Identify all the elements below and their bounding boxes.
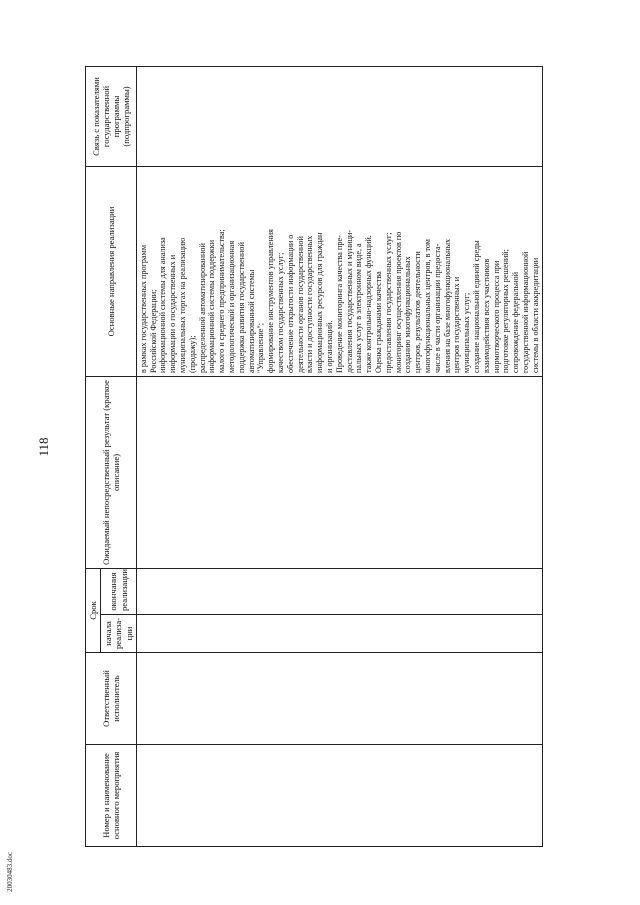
header-expected-result: Ожидаемый непосредственный результат (краткое описание): [86, 376, 137, 568]
implementation-line: "Управление";: [256, 322, 266, 373]
implementation-line: автоматизированной системы: [246, 269, 256, 373]
implementation-line: мониторинг осуществления проектов по: [393, 231, 403, 373]
implementation-line: Оценка гражданами качества: [373, 271, 383, 373]
implementation-line: малого и среднего предпринимательства;: [217, 229, 227, 373]
implementation-line: созданию многофункциональных: [403, 256, 413, 373]
implementation-line: Российской Федерации;: [148, 289, 158, 373]
implementation-line: власти и доступности государственных: [305, 235, 315, 373]
implementation-line: формирование инструментов управления: [266, 229, 276, 373]
implementation-line: качеством государственных услуг;: [275, 252, 285, 373]
table-row: [136, 66, 543, 846]
header-implementation-directions: Основные направления реализации: [86, 166, 137, 376]
cell-program-indicators-link: [136, 66, 543, 166]
implementation-line: сопровождение федеральной: [511, 271, 521, 373]
implementation-line: и организаций.: [324, 320, 334, 373]
implementation-line: Проведение мониторинга качества пре-: [334, 235, 344, 373]
implementation-line: вления на базе многофункциональных: [442, 238, 452, 373]
implementation-line: нормотворческого процесса при: [491, 260, 501, 373]
implementation-line: муниципальных услуг;: [462, 292, 472, 373]
cell-term-start: [136, 615, 543, 653]
cell-activity-name: [136, 745, 543, 847]
implementation-line: информационной системы для анализа: [158, 237, 168, 373]
page-number: 118: [36, 437, 51, 457]
header-term-end: окончания реализации: [101, 568, 137, 614]
implementation-line: центров, результатов деятельности: [413, 251, 423, 373]
implementation-line: также контрольно-надзорных функций.: [364, 235, 374, 373]
implementation-line: муниципальных торгах на реализацию: [178, 237, 187, 373]
implementation-line: распределенной автоматизированной: [197, 243, 207, 373]
implementation-line: информационных ресурсов для граждан: [315, 232, 325, 373]
implementation-line: взаимодействия всех участников: [481, 258, 491, 373]
implementation-line: центров государственных и: [452, 276, 462, 373]
implementation-line: деятельности органов государственной: [295, 236, 305, 373]
implementation-line: доставления государственных и муници-: [344, 230, 354, 373]
implementation-line: государственной информационной: [520, 251, 530, 373]
header-responsible-executor: Ответственный исполнитель: [86, 653, 137, 745]
implementation-line: методологической и организационная: [226, 240, 236, 373]
implementation-line: многофункциональных центров, в том: [422, 239, 432, 373]
cell-term-end: [136, 568, 543, 614]
header-activity-name: Номер и наименование основного мероприятия: [86, 745, 137, 847]
implementation-line: (продажу);: [187, 335, 197, 373]
cell-responsible-executor: [136, 653, 543, 745]
header-term-start: начала реализа-ции: [101, 615, 137, 653]
implementation-line: поддержка развития государственной: [236, 242, 246, 373]
header-term: Срок: [86, 568, 101, 652]
cell-expected-result: [136, 376, 543, 568]
cell-implementation-directions: [136, 166, 543, 376]
implementation-line: создание национальной единой среды: [471, 240, 481, 373]
implementation-line: предоставления государственных услуг;: [383, 232, 393, 373]
document-code: 20030483.doc: [6, 852, 14, 892]
table-header-row: [86, 66, 101, 846]
rotated-table-container: [85, 67, 625, 847]
implementation-line: пальных услуг в электронном виде, а: [354, 243, 364, 373]
implementation-line: информации о государственных и: [168, 254, 178, 373]
implementation-line: информационной системы поддержки: [207, 240, 217, 373]
implementation-line: системы в области аккредитации: [530, 257, 540, 373]
implementation-line: числе в части организации предоста-: [432, 243, 442, 373]
activity-table: [85, 66, 543, 847]
implementation-line: обеспечение открытости информации о: [285, 234, 295, 373]
implementation-line: в рамках государственных программ: [138, 244, 148, 373]
implementation-line: подготовке регуляторных решений;: [501, 249, 511, 373]
header-program-indicators-link: Связь с показателями государственной программы (подпрограммы): [86, 66, 137, 166]
